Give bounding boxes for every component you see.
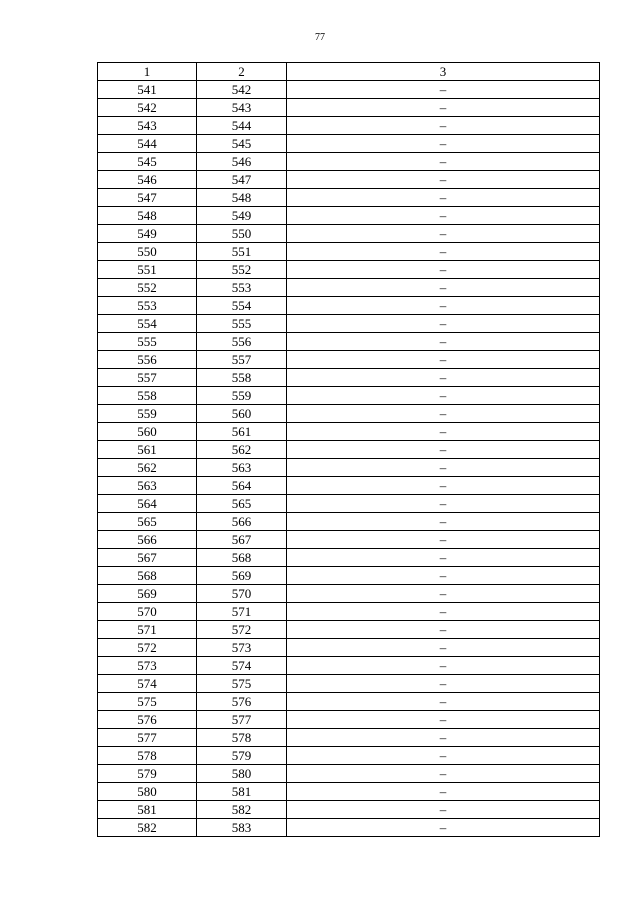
table-cell-col-3: –: [287, 153, 600, 171]
table-cell-col-2: 558: [197, 369, 287, 387]
table-cell-col-2: 542: [197, 81, 287, 99]
table-cell-col-1: 544: [98, 135, 197, 153]
table-cell-col-1: 580: [98, 783, 197, 801]
table-cell-col-1: 550: [98, 243, 197, 261]
table-cell-col-1: 546: [98, 171, 197, 189]
column-header-1: 1: [98, 63, 197, 81]
table-cell-col-1: 581: [98, 801, 197, 819]
table-row: [98, 567, 600, 585]
table-cell-col-1: 575: [98, 693, 197, 711]
table-cell-col-3: –: [287, 747, 600, 765]
table-cell-col-2: 569: [197, 567, 287, 585]
table-cell-col-2: 566: [197, 513, 287, 531]
table-cell-col-1: 577: [98, 729, 197, 747]
table-cell-col-1: 555: [98, 333, 197, 351]
table-cell-col-3: –: [287, 225, 600, 243]
table-cell-col-3: –: [287, 531, 600, 549]
table-cell-col-3: –: [287, 675, 600, 693]
table-cell-col-3: –: [287, 459, 600, 477]
table-cell-col-3: –: [287, 765, 600, 783]
table-cell-col-1: 541: [98, 81, 197, 99]
table-row: [98, 441, 600, 459]
table-cell-col-1: 582: [98, 819, 197, 837]
column-header-3: 3: [287, 63, 600, 81]
table-cell-col-2: 550: [197, 225, 287, 243]
table-cell-col-2: 580: [197, 765, 287, 783]
table-cell-col-3: –: [287, 729, 600, 747]
table-cell-col-1: 556: [98, 351, 197, 369]
table-cell-col-3: –: [287, 135, 600, 153]
table-cell-col-3: –: [287, 171, 600, 189]
table-cell-col-2: 552: [197, 261, 287, 279]
table-row: [98, 729, 600, 747]
table-cell-col-2: 572: [197, 621, 287, 639]
table-cell-col-3: –: [287, 585, 600, 603]
table-row: [98, 351, 600, 369]
table-cell-col-1: 554: [98, 315, 197, 333]
table-row: [98, 801, 600, 819]
table-row: [98, 621, 600, 639]
table-row: [98, 675, 600, 693]
table-cell-col-2: 567: [197, 531, 287, 549]
table-row: [98, 261, 600, 279]
table-row: [98, 693, 600, 711]
table-cell-col-2: 557: [197, 351, 287, 369]
table-cell-col-3: –: [287, 639, 600, 657]
table-cell-col-2: 563: [197, 459, 287, 477]
table-cell-col-1: 545: [98, 153, 197, 171]
table-cell-col-2: 575: [197, 675, 287, 693]
table-cell-col-2: 578: [197, 729, 287, 747]
table-row: [98, 297, 600, 315]
table-row: [98, 135, 600, 153]
table-row: [98, 549, 600, 567]
table-cell-col-2: 577: [197, 711, 287, 729]
table-cell-col-1: 567: [98, 549, 197, 567]
table-row: [98, 117, 600, 135]
table-cell-col-2: 555: [197, 315, 287, 333]
table-body: [98, 81, 600, 837]
table-cell-col-2: 543: [197, 99, 287, 117]
table-cell-col-2: 583: [197, 819, 287, 837]
table-row: [98, 459, 600, 477]
table-cell-col-1: 573: [98, 657, 197, 675]
table-cell-col-1: 562: [98, 459, 197, 477]
table-row: [98, 495, 600, 513]
table-row: [98, 81, 600, 99]
table-cell-col-2: 576: [197, 693, 287, 711]
table-cell-col-3: –: [287, 801, 600, 819]
table-cell-col-1: 568: [98, 567, 197, 585]
table-cell-col-3: –: [287, 423, 600, 441]
table-row: [98, 531, 600, 549]
table-cell-col-2: 549: [197, 207, 287, 225]
table-cell-col-3: –: [287, 369, 600, 387]
table-cell-col-2: 548: [197, 189, 287, 207]
table-cell-col-2: 546: [197, 153, 287, 171]
table-row: [98, 477, 600, 495]
table-cell-col-2: 559: [197, 387, 287, 405]
table-cell-col-1: 551: [98, 261, 197, 279]
table-cell-col-1: 553: [98, 297, 197, 315]
table-cell-col-1: 566: [98, 531, 197, 549]
table-row: [98, 783, 600, 801]
table-cell-col-2: 574: [197, 657, 287, 675]
table-row: [98, 657, 600, 675]
table-cell-col-1: 569: [98, 585, 197, 603]
table-cell-col-3: –: [287, 405, 600, 423]
table-cell-col-2: 581: [197, 783, 287, 801]
table-cell-col-3: –: [287, 549, 600, 567]
table-cell-col-1: 543: [98, 117, 197, 135]
table-cell-col-3: –: [287, 99, 600, 117]
table-cell-col-3: –: [287, 477, 600, 495]
table-cell-col-3: –: [287, 567, 600, 585]
table-cell-col-3: –: [287, 621, 600, 639]
table-cell-col-3: –: [287, 117, 600, 135]
table-cell-col-2: 544: [197, 117, 287, 135]
table-cell-col-3: –: [287, 207, 600, 225]
table-cell-col-3: –: [287, 819, 600, 837]
table-cell-col-3: –: [287, 315, 600, 333]
table-row: [98, 279, 600, 297]
table-row: [98, 189, 600, 207]
table-row: [98, 747, 600, 765]
table-cell-col-3: –: [287, 189, 600, 207]
header-row: [98, 63, 600, 81]
table-row: [98, 207, 600, 225]
table-row: [98, 387, 600, 405]
table-row: [98, 225, 600, 243]
table-row: [98, 765, 600, 783]
table-row: [98, 639, 600, 657]
table-cell-col-3: –: [287, 297, 600, 315]
table-cell-col-2: 560: [197, 405, 287, 423]
table-cell-col-3: –: [287, 711, 600, 729]
table-cell-col-2: 564: [197, 477, 287, 495]
table-cell-col-2: 556: [197, 333, 287, 351]
table-row: [98, 819, 600, 837]
table-cell-col-2: 582: [197, 801, 287, 819]
table-cell-col-2: 573: [197, 639, 287, 657]
table-row: [98, 585, 600, 603]
table-cell-col-1: 542: [98, 99, 197, 117]
table-cell-col-3: –: [287, 783, 600, 801]
table-row: [98, 333, 600, 351]
table-cell-col-1: 570: [98, 603, 197, 621]
table-cell-col-3: –: [287, 243, 600, 261]
table-cell-col-1: 563: [98, 477, 197, 495]
table-cell-col-3: –: [287, 603, 600, 621]
table-cell-col-2: 554: [197, 297, 287, 315]
table-cell-col-1: 578: [98, 747, 197, 765]
table-cell-col-2: 568: [197, 549, 287, 567]
table-cell-col-1: 561: [98, 441, 197, 459]
table-cell-col-2: 551: [197, 243, 287, 261]
table-cell-col-2: 570: [197, 585, 287, 603]
table-cell-col-2: 561: [197, 423, 287, 441]
table-cell-col-1: 560: [98, 423, 197, 441]
table-cell-col-3: –: [287, 351, 600, 369]
table-cell-col-3: –: [287, 261, 600, 279]
table-cell-col-2: 571: [197, 603, 287, 621]
table-cell-col-3: –: [287, 693, 600, 711]
table-cell-col-3: –: [287, 279, 600, 297]
table-row: [98, 171, 600, 189]
table-cell-col-2: 565: [197, 495, 287, 513]
table-cell-col-1: 552: [98, 279, 197, 297]
page-number: 77: [315, 32, 325, 43]
column-header-2: 2: [197, 63, 287, 81]
data-table: [97, 62, 600, 837]
table-cell-col-1: 557: [98, 369, 197, 387]
table-cell-col-3: –: [287, 495, 600, 513]
table-row: [98, 369, 600, 387]
table-cell-col-3: –: [287, 513, 600, 531]
table-cell-col-1: 558: [98, 387, 197, 405]
table-row: [98, 423, 600, 441]
table-row: [98, 513, 600, 531]
table-cell-col-1: 574: [98, 675, 197, 693]
table-cell-col-1: 576: [98, 711, 197, 729]
table-cell-col-2: 553: [197, 279, 287, 297]
table-row: [98, 315, 600, 333]
table-cell-col-3: –: [287, 387, 600, 405]
table-cell-col-1: 547: [98, 189, 197, 207]
table-cell-col-2: 562: [197, 441, 287, 459]
table-cell-col-3: –: [287, 441, 600, 459]
table-cell-col-1: 549: [98, 225, 197, 243]
table-cell-col-1: 564: [98, 495, 197, 513]
table-row: [98, 243, 600, 261]
table-cell-col-2: 547: [197, 171, 287, 189]
table-row: [98, 603, 600, 621]
table-row: [98, 99, 600, 117]
table-row: [98, 711, 600, 729]
table-cell-col-3: –: [287, 81, 600, 99]
table-header: [98, 63, 600, 81]
table-cell-col-3: –: [287, 333, 600, 351]
table-cell-col-1: 571: [98, 621, 197, 639]
table-cell-col-1: 548: [98, 207, 197, 225]
table-cell-col-1: 579: [98, 765, 197, 783]
table-cell-col-3: –: [287, 657, 600, 675]
table-row: [98, 405, 600, 423]
table-cell-col-2: 545: [197, 135, 287, 153]
table-cell-col-1: 565: [98, 513, 197, 531]
table-row: [98, 153, 600, 171]
table-cell-col-2: 579: [197, 747, 287, 765]
table-cell-col-1: 559: [98, 405, 197, 423]
table-cell-col-1: 572: [98, 639, 197, 657]
